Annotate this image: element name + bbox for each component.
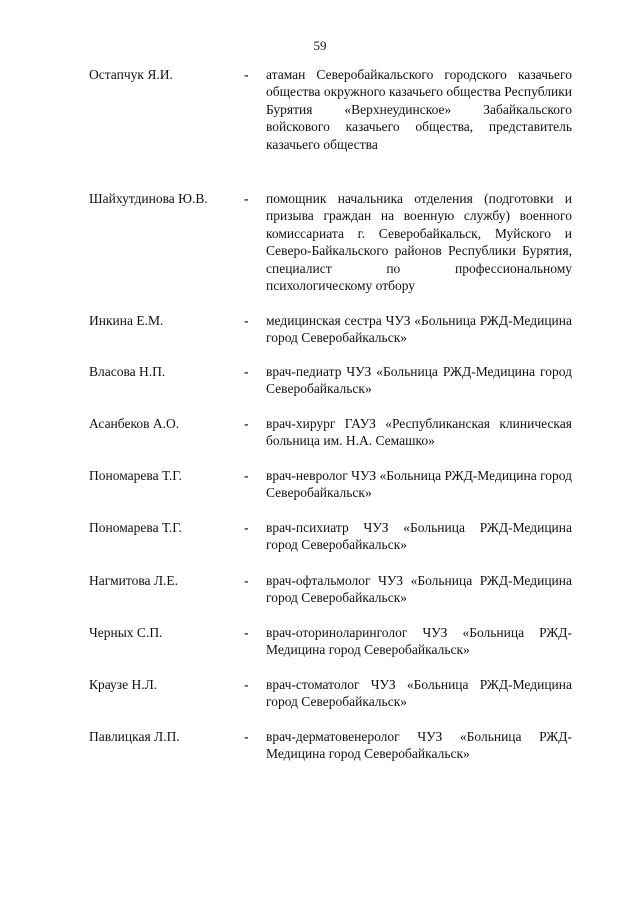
- member-name: Краузе Н.Л.: [89, 677, 158, 692]
- separator-dash: -: [244, 520, 249, 535]
- member-position: помощник начальника отделения (подготовки и призыва граждан на военную службу) военного комиссариата г. Северобайкальск, Муйского и Северо-Байкальского районов Республики Бурятия, специалист по профессиональному психологическому отбору: [266, 191, 572, 294]
- separator-dash: -: [244, 729, 249, 744]
- separator-dash: -: [244, 573, 249, 588]
- member-name: Асанбеков А.О.: [89, 416, 180, 431]
- separator-dash: -: [244, 191, 249, 206]
- member-position: врач-офтальмолог ЧУЗ «Больница РЖД-Медицина город Северобайкальск»: [266, 573, 572, 606]
- member-position: врач-оториноларинголог ЧУЗ «Больница РЖД-Медицина город Северобайкальск»: [266, 625, 572, 658]
- separator-dash: -: [244, 625, 249, 640]
- member-position: врач-хирург ГАУЗ «Республиканская клиническая больница им. Н.А. Семашко»: [266, 416, 572, 449]
- member-position: медицинская сестра ЧУЗ «Больница РЖД-Медицина город Северобайкальск»: [266, 313, 572, 346]
- member-name: Инкина Е.М.: [89, 313, 164, 328]
- member-position: атаман Северобайкальского городского казачьего общества окружного казачьего общества Республики Бурятия «Верхнеудинское» Забайкальского войскового казачьего общества, представитель казачьего общества: [266, 67, 572, 152]
- separator-dash: -: [244, 313, 249, 328]
- member-position: врач-невролог ЧУЗ «Больница РЖД-Медицина город Северобайкальск»: [266, 468, 573, 501]
- member-name: Павлицкая Л.П.: [89, 729, 180, 744]
- member-name: Нагмитова Л.Е.: [89, 573, 179, 588]
- separator-dash: -: [244, 364, 249, 379]
- member-position: врач-дерматовенеролог ЧУЗ «Больница РЖД-Медицина город Северобайкальск»: [266, 729, 572, 762]
- member-name: Пономарева Т.Г.: [89, 468, 182, 483]
- member-position: врач-педиатр ЧУЗ «Больница РЖД-Медицина город Северобайкальск»: [266, 364, 572, 397]
- member-name: Черных С.П.: [89, 625, 163, 640]
- member-position: врач-стоматолог ЧУЗ «Больница РЖД-Медицина город Северобайкальск»: [266, 677, 572, 710]
- separator-dash: -: [244, 416, 249, 431]
- separator-dash: -: [244, 468, 249, 483]
- separator-dash: -: [244, 677, 249, 692]
- member-name: Пономарева Т.Г.: [89, 520, 182, 535]
- member-name: Власова Н.П.: [89, 364, 166, 379]
- page-number: 59: [313, 38, 327, 53]
- separator-dash: -: [244, 67, 249, 82]
- member-name: Остапчук Я.И.: [89, 67, 173, 82]
- member-name: Шайхутдинова Ю.В.: [89, 191, 208, 206]
- member-position: врач-психиатр ЧУЗ «Больница РЖД-Медицина город Северобайкальск»: [266, 520, 572, 553]
